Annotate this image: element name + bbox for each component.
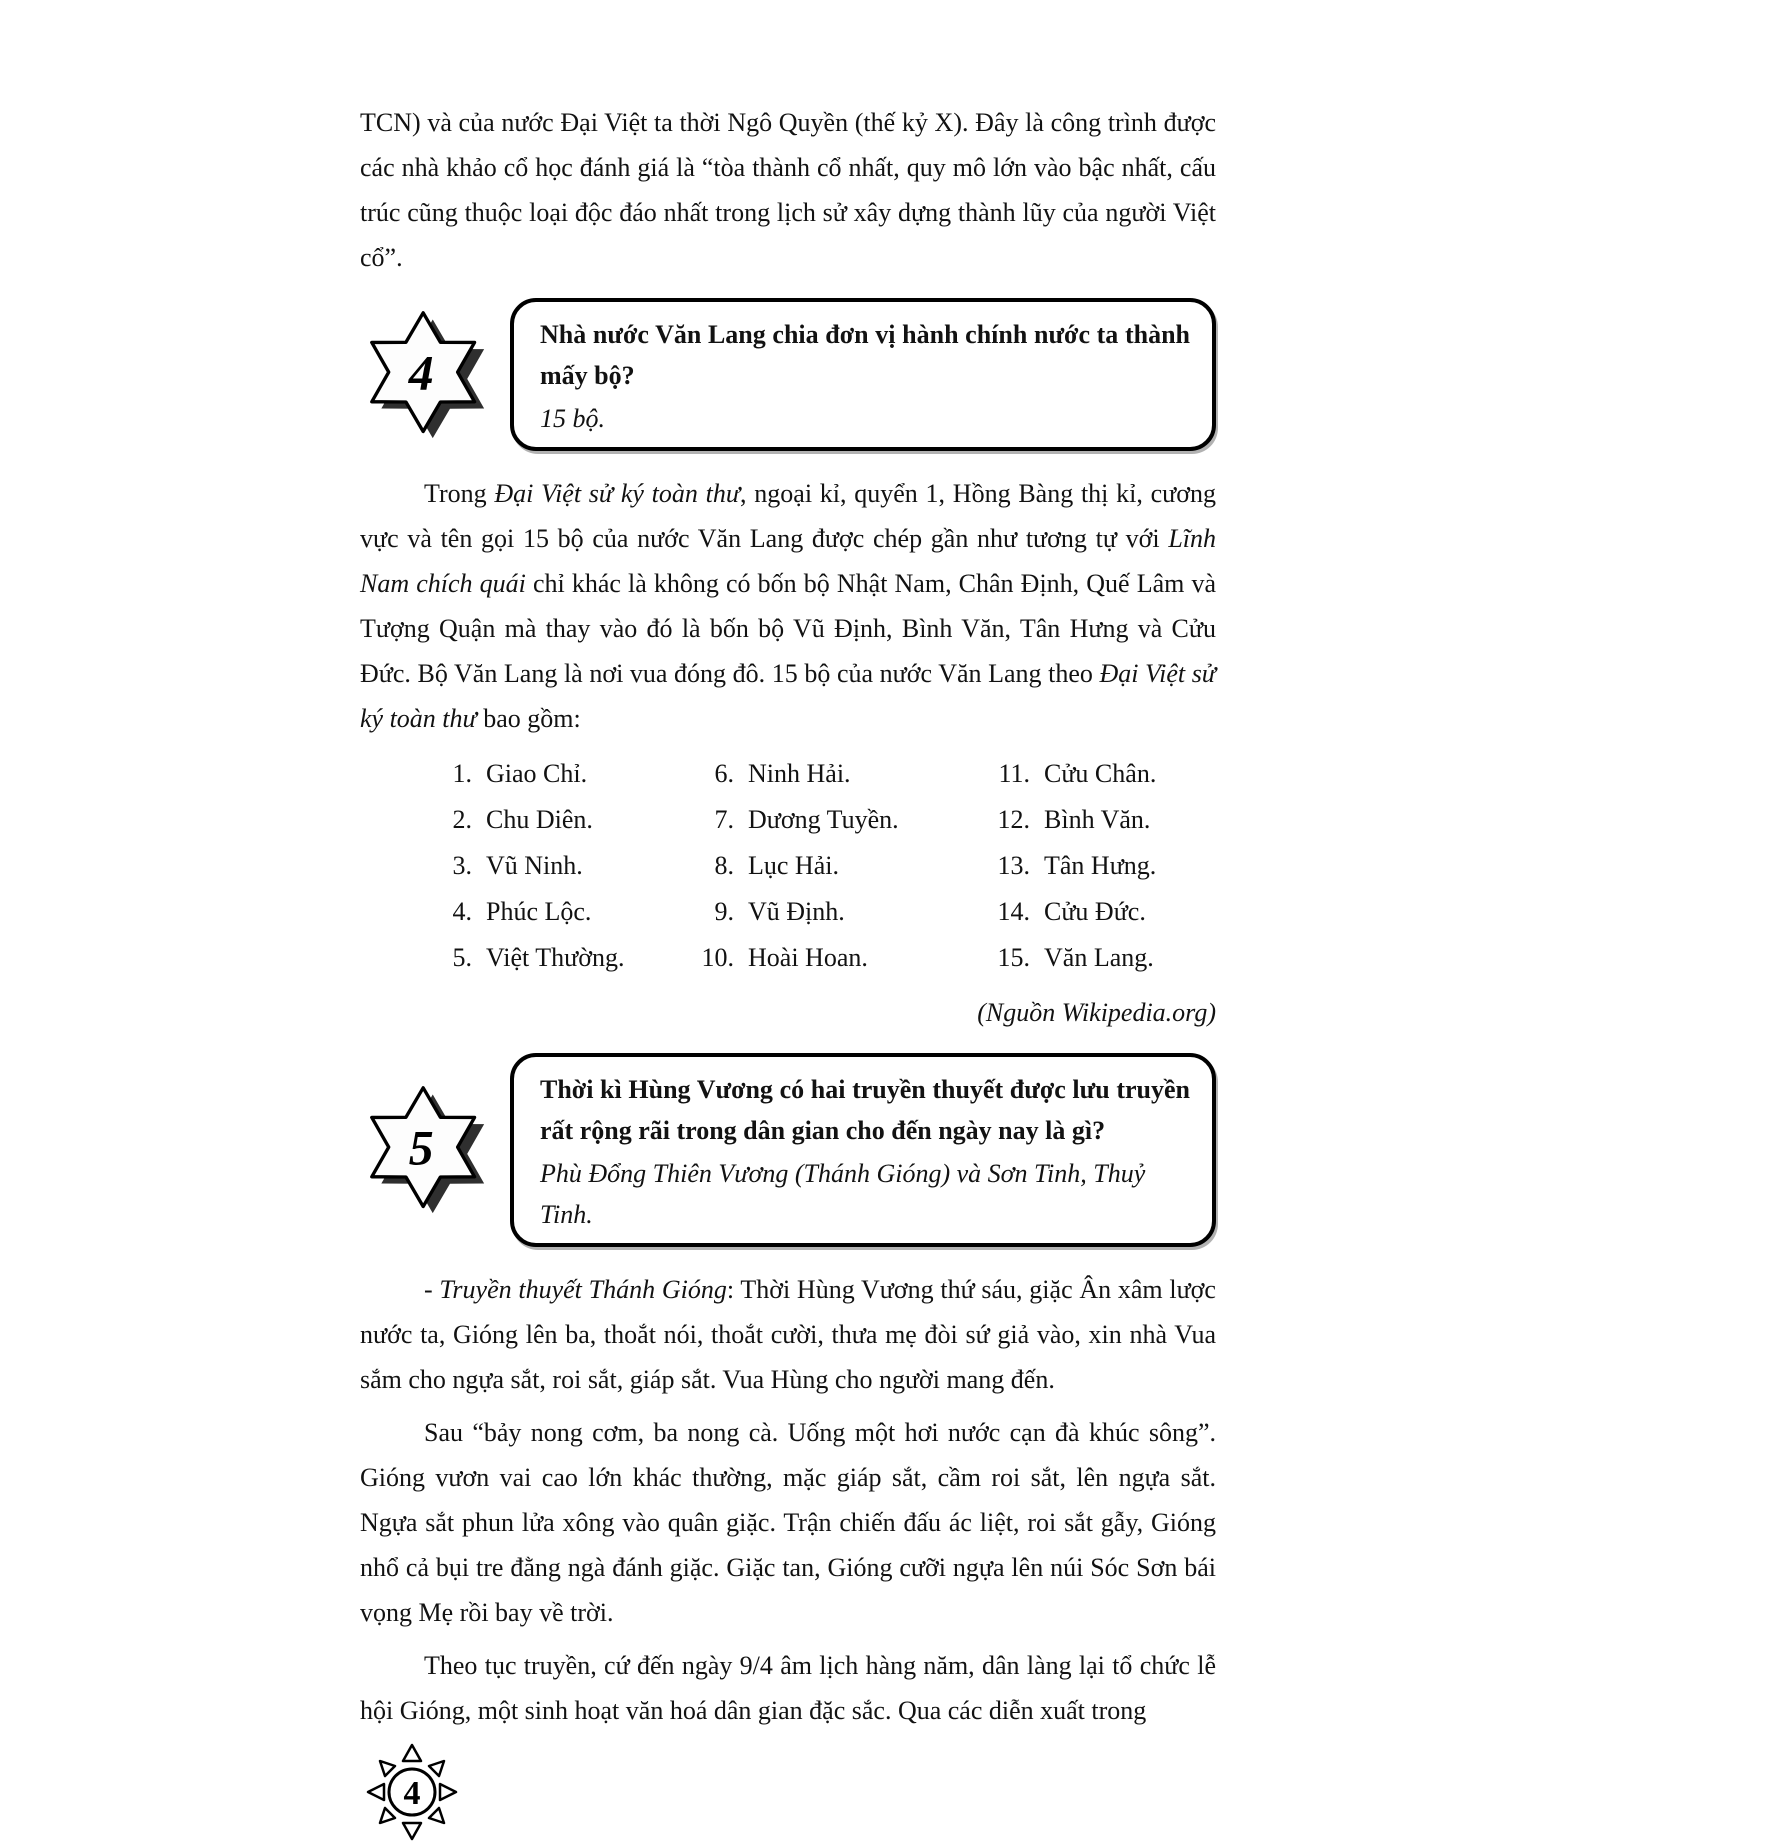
- list-item: [422, 889, 684, 935]
- item-name: Phúc Lộc.: [486, 897, 592, 926]
- item-name: Lục Hải.: [748, 851, 839, 880]
- source-credit: (Nguồn Wikipedia.org): [977, 998, 1216, 1027]
- item-number: 3.: [452, 851, 472, 880]
- six-point-star-icon: [360, 1078, 494, 1222]
- list-item: [422, 797, 684, 843]
- book-title-italic: Đại Việt sử ký toàn thư: [494, 479, 741, 508]
- legend-title-italic: Truyền thuyết Thánh Gióng: [439, 1275, 727, 1304]
- item-number: 9.: [714, 897, 734, 926]
- text-segment: , ngoại kỉ, quyển 1, Hồng Bàng thị kỉ, cương vực và tên gọi 15 bộ của nước Văn Lang được chép gần như tương tự với: [360, 479, 1216, 553]
- footer-page-badge: [352, 1743, 472, 1843]
- text-segment: bao gồm:: [476, 704, 581, 733]
- list-item: [684, 797, 980, 843]
- question-number-star-5: [360, 1078, 494, 1222]
- ray-up-left: [380, 1761, 395, 1776]
- text-segment: chỉ khác là không có bốn bộ Nhật Nam, Chân Định, Quế Lâm và Tượng Quận mà thay vào đó là bốn bộ Vũ Định, Bình Văn, Tân Hưng và Cửu Đức. Bộ Văn Lang là nơi vua đóng đô. 15 bộ của nước Văn Lang theo: [360, 569, 1216, 688]
- item-name: Chu Diên.: [486, 805, 593, 834]
- ray-left: [368, 1784, 384, 1800]
- item-name: Hoài Hoan.: [748, 943, 868, 972]
- bo-list-column-2: [684, 751, 980, 981]
- ray-down-left: [380, 1808, 395, 1823]
- item-name: Vũ Ninh.: [486, 851, 583, 880]
- item-number: 2.: [452, 805, 472, 834]
- list-item: [684, 751, 980, 797]
- item-number: 11.: [998, 759, 1030, 788]
- question-box-5: [510, 1053, 1216, 1247]
- list-item: [422, 751, 684, 797]
- bo-list: [360, 751, 1216, 981]
- sau-paragraph: Sau “bảy nong cơm, ba nong cà. Uống một hơi nước cạn đà khúc sông”. Gióng vươn vai cao lớn khác thường, mặc giáp sắt, cầm roi sắt, lên ngựa sắt. Ngựa sắt phun lửa xông vào quân giặc. Trận chiến đấu ác liệt, roi sắt gẫy, Gióng nhổ cả bụi tre đằng ngà đánh giặc. Giặc tan, Gióng cưỡi ngựa lên núi Sóc Sơn bái vọng Mẹ rồi bay về trời.: [360, 1418, 1216, 1627]
- book-title-italic: Đại Việt sử ký toàn thư: [360, 659, 1216, 733]
- text-segment: Trong: [424, 479, 495, 508]
- item-number: 6.: [714, 759, 734, 788]
- intro-paragraph: TCN) và của nước Đại Việt ta thời Ngô Quyền (thế kỷ X). Đây là công trình được các nhà khảo cổ học đánh giá là “tòa thành cổ nhất, quy mô lớn vào bậc nhất, cấu trúc cũng thuộc loại độc đáo nhất trong lịch sử xây dựng thành lũy của người Việt cổ”.: [360, 108, 1216, 272]
- item-name: Cửu Đức.: [1044, 897, 1146, 926]
- item-number: 5.: [452, 943, 472, 972]
- page-number: 4: [403, 1775, 421, 1812]
- ray-up: [403, 1745, 421, 1761]
- qa-block-5: [360, 1053, 1216, 1247]
- item-name: Tân Hưng.: [1044, 851, 1157, 880]
- bo-list-column-3: [980, 751, 1216, 981]
- page-content-column: [360, 100, 1216, 1843]
- item-number: 1.: [452, 759, 472, 788]
- item-number: 15.: [997, 943, 1030, 972]
- list-item: [980, 751, 1216, 797]
- item-name: Bình Văn.: [1044, 805, 1151, 834]
- item-name: Giao Chỉ.: [486, 759, 588, 788]
- list-item: [980, 935, 1216, 981]
- book-title-italic: Lĩnh Nam chích quái: [360, 524, 1216, 598]
- bo-list-column-1: [422, 751, 684, 981]
- list-item: [684, 889, 980, 935]
- list-item: [980, 889, 1216, 935]
- item-number: 12.: [997, 805, 1030, 834]
- list-item: [684, 843, 980, 889]
- sun-star-icon: [352, 1743, 472, 1843]
- question-text-4: Nhà nước Văn Lang chia đơn vị hành chính nước ta thành mấy bộ?: [540, 320, 1190, 390]
- question-number: 5: [408, 1120, 434, 1176]
- item-name: Cửu Chân.: [1044, 759, 1157, 788]
- question-box-4: [510, 298, 1216, 451]
- item-number: 10.: [701, 943, 734, 972]
- list-item: [980, 797, 1216, 843]
- list-item: [422, 843, 684, 889]
- van-lang-paragraph: [360, 471, 1216, 741]
- question-number-star-4: [360, 303, 494, 447]
- text-segment: -: [424, 1275, 440, 1304]
- item-name: Ninh Hải.: [748, 759, 851, 788]
- six-point-star-icon: [360, 303, 494, 447]
- ray-down-right: [429, 1808, 444, 1823]
- text-segment: : Thời Hùng Vương thứ sáu, giặc Ân xâm lược nước ta, Gióng lên ba, thoắt nói, thoắt cười, thưa mẹ đòi sứ giả vào, xin nhà Vua sắm cho ngựa sắt, roi sắt, giáp sắt. Vua Hùng cho người mang đến.: [360, 1275, 1216, 1394]
- theo-tuc-truyen-paragraph: Theo tục truyền, cứ đến ngày 9/4 âm lịch hàng năm, dân làng lại tổ chức lễ hội Gióng, một sinh hoạt văn hoá dân gian đặc sắc. Qua các diễn xuất trong: [360, 1651, 1216, 1725]
- giong-legend-paragraph: [360, 1267, 1216, 1402]
- item-name: Văn Lang.: [1044, 943, 1154, 972]
- answer-text-4: 15 bộ.: [540, 404, 605, 433]
- item-number: 8.: [714, 851, 734, 880]
- ray-down: [403, 1823, 421, 1839]
- item-number: 7.: [714, 805, 734, 834]
- ray-up-right: [429, 1761, 444, 1776]
- item-name: Vũ Định.: [748, 897, 845, 926]
- item-name: Dương Tuyền.: [748, 805, 899, 834]
- answer-text-5: Phù Đổng Thiên Vương (Thánh Gióng) và Sơn Tinh, Thuỷ Tinh.: [540, 1159, 1146, 1229]
- question-number: 4: [408, 344, 434, 400]
- list-item: [684, 935, 980, 981]
- item-number: 4.: [452, 897, 472, 926]
- item-number: 13.: [997, 851, 1030, 880]
- ray-right: [440, 1784, 456, 1800]
- item-name: Việt Thường.: [486, 943, 625, 972]
- qa-block-4: [360, 298, 1216, 451]
- question-text-5: Thời kì Hùng Vương có hai truyền thuyết được lưu truyền rất rộng rãi trong dân gian cho đến ngày nay là gì?: [540, 1075, 1190, 1145]
- item-number: 14.: [997, 897, 1030, 926]
- list-item: [422, 935, 684, 981]
- list-item: [980, 843, 1216, 889]
